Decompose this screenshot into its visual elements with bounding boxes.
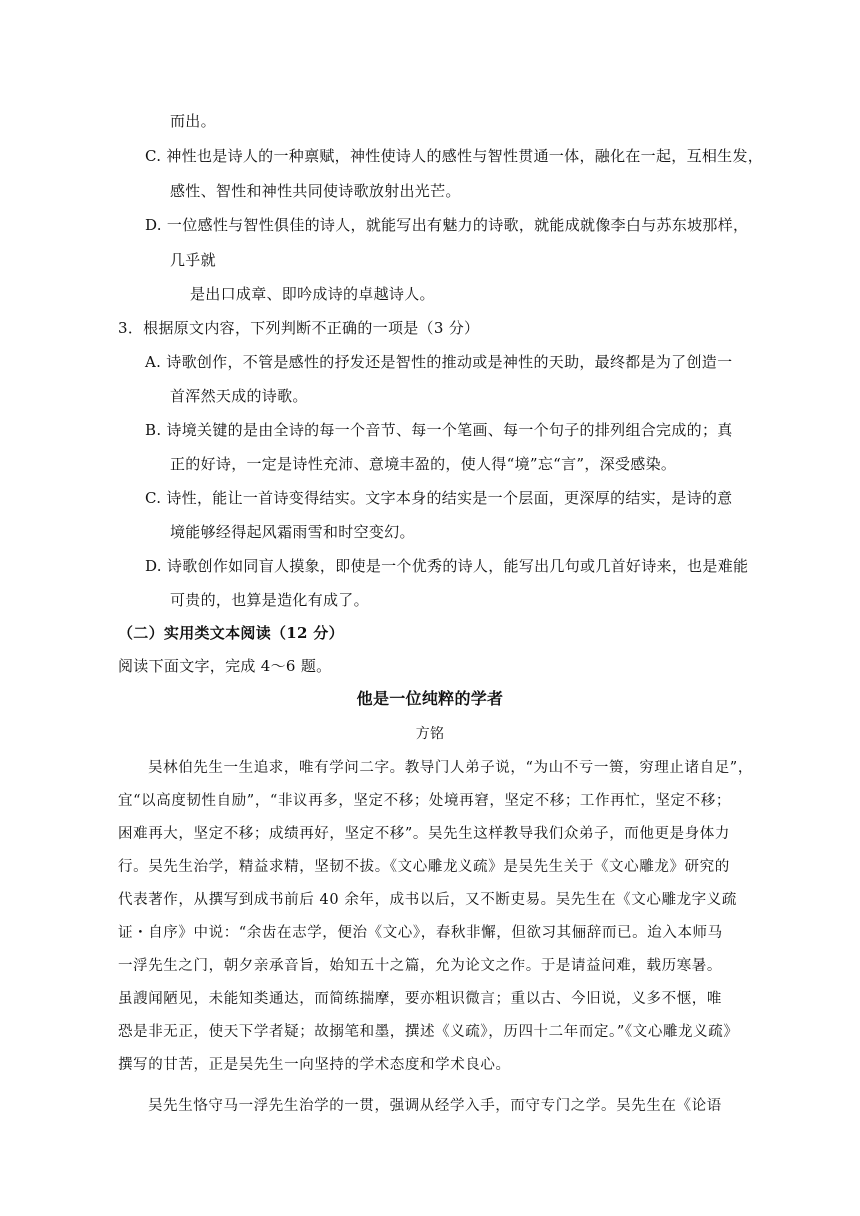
q3-option-d-line1: D. 诗歌创作如同盲人摸象，即使是一个优秀的诗人，能写出几句或几首好诗来，也是难能 [145,557,749,575]
q2-option-c-line1: C. 神性也是诗人的一种禀赋，神性使诗人的感性与智性贯通一体，融化在一起，互相生发， [145,147,764,165]
q3-option-a-line1: A. 诗歌创作，不管是感性的抒发还是智性的推动或是神性的天助，最终都是为了创造一 [145,353,733,371]
article-line: 宜“以高度韧性自励”，“非议再多，坚定不移；处境再窘，坚定不移；工作再忙，坚定不移； [118,793,731,809]
article-author: 方铭 [415,726,445,742]
article-line: 证・自序》中说：“余齿在志学，便治《文心》，春秋非懈，但欲习其俪辞而已。迨入本师马 [118,925,723,941]
article-line: 虽謏闻陋见，未能知类通达，而简练揣摩，要亦粗识微言；重以古、今旧说，义多不惬，唯 [118,991,722,1007]
q2-option-b-tail: 而出。 [170,112,216,130]
q3-option-c-line1: C. 诗性，能让一首诗变得结实。文字本身的结实是一个层面，更深厚的结实，是诗的意 [145,489,733,507]
q3-option-a-line2: 首浑然天成的诗歌。 [170,387,308,405]
article-line: 撰写的甘苦，正是吴先生一向坚持的学术态度和学术良心。 [118,1057,511,1073]
q2-option-d-line2: 几乎就 [170,251,216,269]
q3-option-b-line2: 正的好诗，一定是诗性充沛、意境丰盈的，使人得“境”忘“言”，深受感染。 [170,455,677,473]
q3-stem: 3．根据原文内容，下列判断不正确的一项是（3 分） [118,319,480,337]
article-line: 吴林伯先生一生追求，唯有学问二字。教导门人弟子说，“为山不亏一篑，穷理止诸自足”， [148,760,753,776]
section-instruction: 阅读下面文字，完成 4～6 题。 [118,657,332,675]
q2-option-c-line2: 感性、智性和神性共同使诗歌放射出光芒。 [170,182,461,200]
article-line: 行。吴先生治学，精益求精，坚韧不拔。《文心雕龙义疏》是吴先生关于《文心雕龙》研究的 [118,859,730,875]
article-line: 吴先生恪守马一浮先生治学的一贯，强调从经学入手，而守专门之学。吴先生在《论语 [148,1098,722,1114]
article-line: 恐是非无正，使天下学者疑；故搦笔和墨，撰述《义疏》，历四十二年而定。”《文心雕龙义疏》 [118,1024,739,1040]
q2-option-d-line1: D. 一位感性与智性俱佳的诗人，就能写出有魅力的诗歌，就能成就像李白与苏东坡那样， [145,216,749,234]
article-line: 一浮先生之门，朝夕亲承音旨，始知五十之篇，允为论文之作。于是请益问难，载历寒暑。 [118,958,722,974]
article-line: 代表著作，从撰写到成书前后 40 余年，成书以后，又不断吏易。吴先生在《文心雕龙字义疏 [118,892,737,908]
section-heading: （二）实用类文本阅读（12 分） [118,624,344,642]
article-title: 他是一位纯粹的学者 [356,689,504,708]
article-line: 困难再大，坚定不移；成绩再好，坚定不移”。吴先生这样教导我们众弟子，而他更是身体力 [118,826,731,842]
q3-option-c-line2: 境能够经得起风霜雨雪和时空变幻。 [170,523,415,541]
q2-option-d-line3: 是出口成章、即吟成诗的卓越诗人。 [190,285,435,303]
q3-option-d-line2: 可贵的，也算是造化有成了。 [170,591,369,609]
q3-option-b-line1: B. 诗境关键的是由全诗的每一个音节、每一个笔画、每一个句子的排列组合完成的；真 [145,421,733,439]
